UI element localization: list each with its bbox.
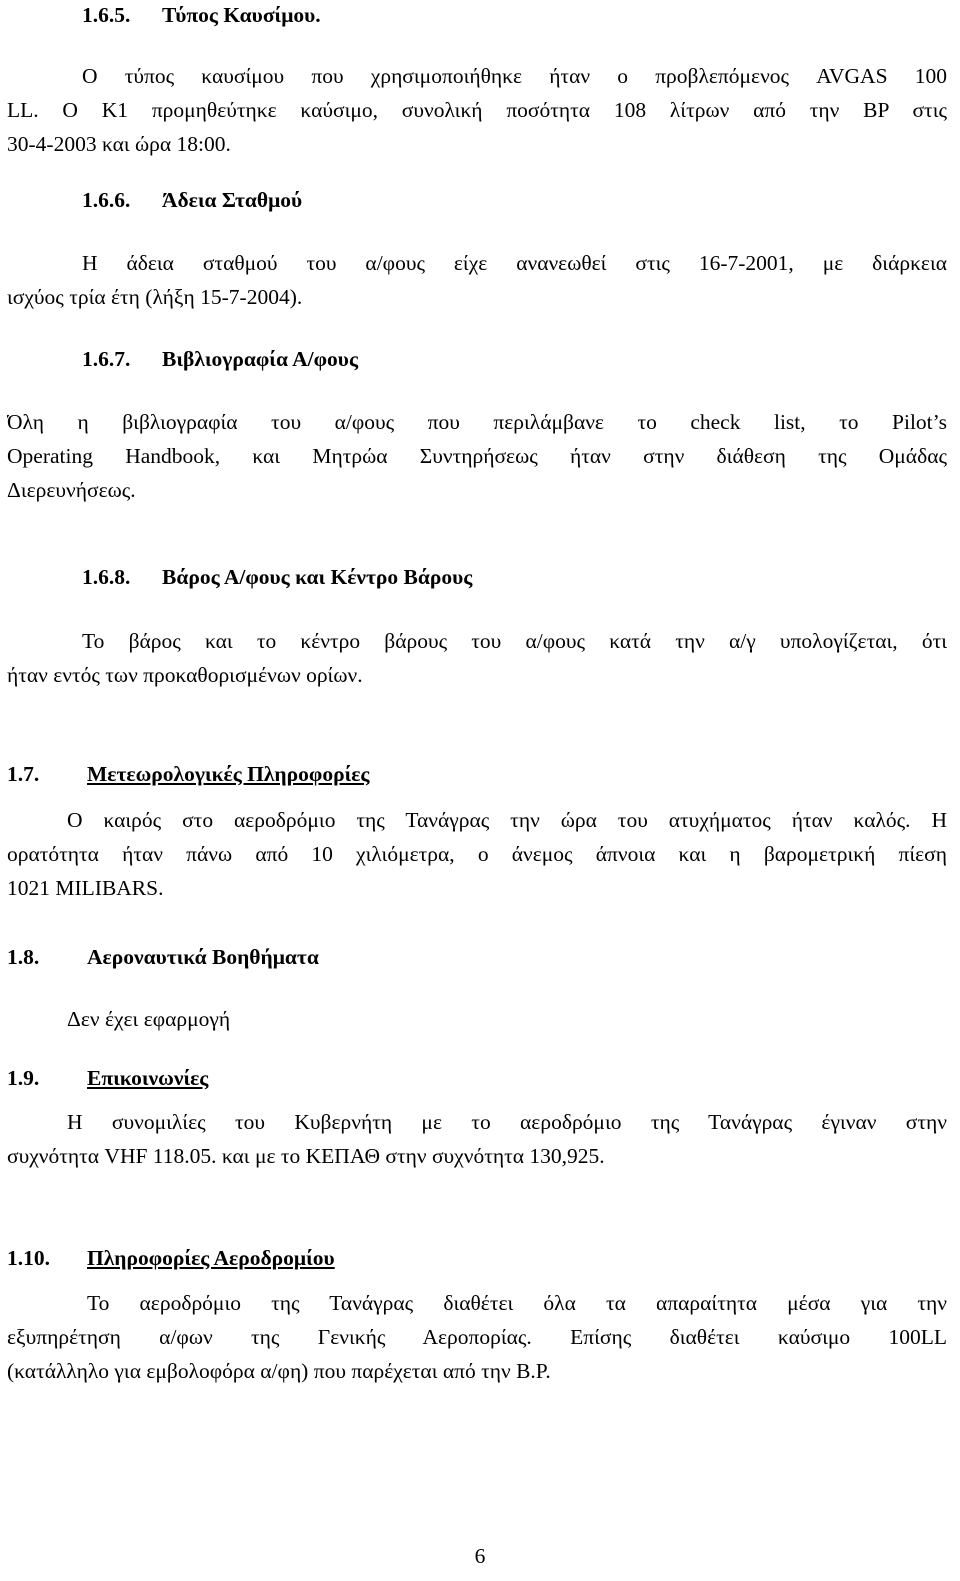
section-number: 1.8. — [7, 945, 40, 969]
section-number: 1.6.5. — [82, 3, 131, 27]
section-number: 1.9. — [7, 1066, 40, 1090]
page-number: 6 — [474, 1544, 486, 1568]
paragraph-line: Η συνομιλίες του Κυβερνήτη με το αεροδρόμιο της Τανάγρας έγιναν στην — [67, 1110, 947, 1134]
section-title: Αεροναυτικά Βοηθήματα — [87, 945, 319, 969]
paragraph-line: Το αεροδρόμιο της Τανάγρας διαθέτει όλα τα απαραίτητα μέσα για την — [87, 1291, 947, 1315]
section-heading-1-6-8 — [82, 565, 473, 589]
paragraph-line: ισχύος τρία έτη (λήξη 15-7-2004). — [7, 285, 303, 309]
paragraph-line: LL. Ο Κ1 προμηθεύτηκε καύσιμο, συνολική ποσότητα 108 λίτρων από την BP στις — [7, 98, 947, 122]
paragraph-line: ήταν εντός των προκαθορισμένων ορίων. — [7, 663, 363, 687]
section-heading-1-7 — [7, 762, 370, 786]
section-number: 1.10. — [7, 1246, 50, 1270]
paragraph-line: (κατάλληλο για εμβολοφόρα α/φη) που παρέχεται από την Β.Ρ. — [7, 1359, 551, 1383]
paragraph-line: Ο τύπος καυσίμου που χρησιμοποιήθηκε ήταν ο προβλεπόμενος AVGAS 100 — [82, 64, 947, 88]
section-title: Πληροφορίες Αεροδρομίου — [87, 1246, 335, 1270]
section-body-1-6-5 — [7, 59, 947, 161]
section-number: 1.6.8. — [82, 565, 131, 589]
section-heading-1-6-5 — [82, 3, 321, 27]
paragraph-line: ορατότητα ήταν πάνω από 10 χιλιόμετρα, ο άνεμος άπνοια και η βαρομετρική πίεση — [7, 842, 947, 866]
section-title: Τύπος Καυσίμου. — [162, 3, 321, 27]
section-number: 1.7. — [7, 762, 40, 786]
paragraph-line: Το βάρος και το κέντρο βάρους του α/φους κατά την α/γ υπολογίζεται, ότι — [82, 629, 947, 653]
section-body-1-6-7 — [7, 405, 947, 507]
section-number: 1.6.6. — [82, 188, 131, 212]
section-number: 1.6.7. — [82, 347, 131, 371]
section-body-1-6-6 — [7, 246, 947, 314]
section-body-1-8 — [7, 1002, 947, 1036]
section-heading-1-10 — [7, 1246, 335, 1270]
section-title: Βιβλιογραφία Α/φους — [162, 347, 359, 371]
paragraph-line: Operating Handbook, και Μητρώα Συντηρήσεως ήταν στην διάθεση της Ομάδας — [7, 444, 947, 468]
paragraph-line: εξυπηρέτηση α/φων της Γενικής Αεροπορίας. Επίσης διαθέτει καύσιμο 100LL — [7, 1325, 947, 1349]
paragraph-line: Όλη η βιβλιογραφία του α/φους που περιλάμβανε το check list, το Pilot’s — [7, 410, 947, 434]
paragraph-line: Διερευνήσεως. — [7, 478, 136, 502]
section-title: Μετεωρολογικές Πληροφορίες — [87, 762, 370, 786]
section-title: Βάρος Α/φους και Κέντρο Βάρους — [162, 565, 473, 589]
section-heading-1-9 — [7, 1066, 209, 1090]
section-title: Επικοινωνίες — [87, 1066, 209, 1090]
section-body-1-6-8 — [7, 624, 947, 692]
paragraph-line: Δεν έχει εφαρμογή — [67, 1007, 231, 1031]
paragraph-line: Η άδεια σταθμού του α/φους είχε ανανεωθεί στις 16-7-2001, με διάρκεια — [82, 251, 947, 275]
paragraph-line: συχνότητα VHF 118.05. και με το ΚΕΠΑΘ στην συχνότητα 130,925. — [7, 1144, 605, 1168]
section-body-1-10 — [7, 1286, 947, 1388]
section-heading-1-8 — [7, 945, 319, 969]
section-heading-1-6-6 — [82, 188, 303, 212]
paragraph-line: 30-4-2003 και ώρα 18:00. — [7, 132, 231, 156]
paragraph-line: Ο καιρός στο αεροδρόμιο της Τανάγρας την ώρα του ατυχήματος ήταν καλός. Η — [67, 808, 947, 832]
paragraph-line: 1021 MILIBARS. — [7, 876, 164, 900]
section-body-1-7 — [7, 803, 947, 905]
section-heading-1-6-7 — [82, 347, 359, 371]
section-body-1-9 — [7, 1105, 947, 1173]
section-title: Άδεια Σταθμού — [162, 188, 303, 212]
